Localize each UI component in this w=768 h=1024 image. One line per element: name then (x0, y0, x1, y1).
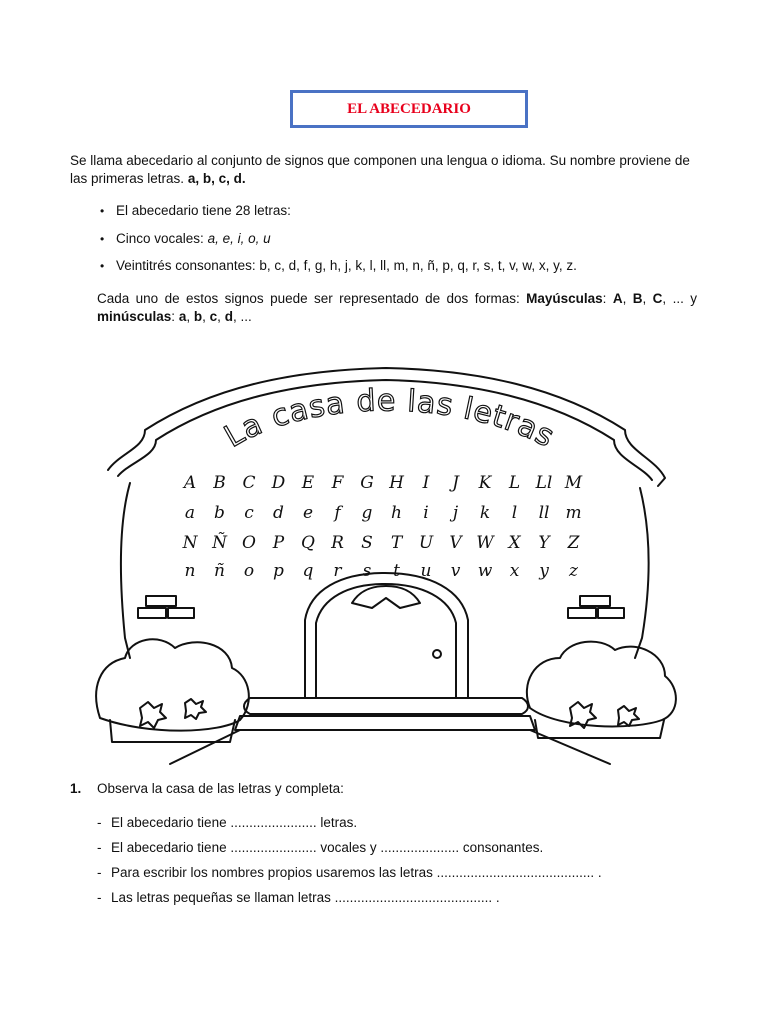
alphabet-letter: P (272, 533, 285, 553)
lower-b: b (193, 309, 203, 324)
fill-in-line[interactable]: Para escribir los nombres propios usaremos las letras .......................................... . (111, 865, 602, 880)
intro-paragraph (70, 152, 710, 188)
lower-d: d (224, 309, 233, 324)
page-title: EL ABECEDARIO (347, 100, 471, 117)
alphabet-letter: N (182, 533, 198, 553)
colon: : (602, 291, 607, 306)
alphabet-grid (182, 473, 583, 581)
separator: , (202, 309, 206, 324)
house-wall (635, 488, 649, 658)
alphabet-letter: o (243, 561, 255, 581)
fact-vowels-label: Cinco vocales: (116, 230, 204, 246)
alphabet-letter: c (244, 503, 254, 523)
alphabet-letter: h (391, 503, 402, 523)
alphabet-letter: m (565, 503, 582, 523)
alphabet-letter: V (449, 533, 462, 553)
colon: : (171, 309, 176, 324)
alphabet-letter: ñ (214, 561, 225, 581)
lowercase-label: minúsculas (97, 309, 172, 324)
alphabet-letter: ll (538, 503, 550, 523)
step (235, 716, 535, 730)
alphabet-letter: s (362, 561, 372, 581)
alphabet-letter: M (564, 473, 583, 493)
forms-text: Cada uno de estos signos puede ser representado de dos formas: (97, 291, 520, 306)
list-item (97, 889, 602, 914)
door-inner (316, 584, 456, 698)
exercise-heading (70, 780, 344, 798)
alphabet-letter: w (477, 561, 493, 581)
alphabet-letter: g (361, 503, 373, 523)
door (305, 573, 468, 698)
list-item (97, 864, 602, 889)
alphabet-letter: R (331, 533, 344, 553)
alphabet-letter: S (361, 533, 373, 553)
forms-text-3: , ... (232, 309, 252, 324)
flower (618, 706, 639, 726)
alphabet-letter: Ll (535, 473, 553, 493)
separator: , (622, 291, 627, 306)
alphabet-letter: d (273, 503, 284, 523)
flower (185, 699, 206, 719)
door-knob (433, 650, 441, 658)
alphabet-letter: p (273, 561, 284, 581)
alphabet-letter: f (334, 503, 341, 523)
lower-c: c (209, 309, 218, 324)
list-item (100, 231, 577, 259)
exercise-number: 1. (70, 781, 82, 796)
alphabet-letter: W (476, 533, 494, 553)
alphabet-letter: H (389, 473, 404, 493)
dash: - (97, 815, 102, 830)
house-wall (121, 483, 130, 658)
alphabet-letter: K (478, 473, 492, 493)
fact-letters-count: El abecedario tiene 28 letras: (116, 203, 291, 218)
alphabet-letter: b (214, 503, 225, 523)
fact-consonants: Veintitrés consonantes: b, c, d, f, g, h, j, k, l, ll, m, n, ñ, p, q, r, s, t, v, w, x, y, z. (116, 258, 577, 273)
brick (598, 608, 624, 618)
step (244, 698, 528, 714)
alphabet-letter: Ñ (212, 533, 227, 553)
title-box (290, 90, 528, 128)
alphabet-letter: C (242, 473, 256, 493)
alphabet-letter: Y (538, 533, 550, 553)
house-title: La casa de las letras (218, 383, 561, 455)
alphabet-letter: X (508, 533, 521, 553)
alphabet-letter: I (422, 473, 430, 493)
list-item (97, 839, 602, 864)
uppercase-label: Mayúsculas (526, 291, 603, 306)
upper-b: B (632, 291, 643, 306)
path-line (530, 730, 610, 764)
list-item (97, 814, 602, 839)
door-window (352, 586, 420, 608)
alphabet-letter: v (450, 561, 461, 581)
fill-in-line[interactable]: El abecedario tiene ....................... letras. (111, 815, 358, 830)
alphabet-letter: O (242, 533, 256, 553)
brick (168, 608, 194, 618)
exercise-prompt: Observa la casa de las letras y completa: (97, 781, 344, 796)
dash: - (97, 890, 102, 905)
alphabet-letter: A (183, 473, 197, 493)
alphabet-letter: L (508, 473, 521, 493)
brick (146, 596, 176, 606)
alphabet-letter: u (420, 561, 432, 581)
alphabet-letter: x (509, 561, 520, 581)
alphabet-letter: q (302, 561, 314, 581)
right-bush-base (535, 720, 664, 738)
lower-a: a (178, 309, 187, 324)
brick (580, 596, 610, 606)
list-item (100, 258, 577, 286)
forms-paragraph (97, 290, 697, 326)
alphabet-letter: j (452, 503, 459, 523)
alphabet-letter: U (418, 533, 434, 553)
separator: , (217, 309, 221, 324)
upper-c: C (652, 291, 663, 306)
dash: - (97, 865, 102, 880)
path-line (170, 730, 240, 764)
right-bush (527, 642, 676, 727)
facts-list (100, 203, 577, 286)
fact-vowels-value: a, e, i, o, u (207, 230, 271, 246)
alphabet-letter: n (184, 561, 196, 581)
brick (568, 608, 596, 618)
alphabet-letter: i (423, 503, 429, 523)
alphabet-letter: Q (301, 533, 315, 553)
flower (140, 702, 166, 728)
alphabet-letter: r (333, 561, 342, 581)
fill-in-line[interactable]: El abecedario tiene ....................... vocales y ..................... consonantes. (111, 840, 544, 855)
alphabet-letter: D (271, 473, 286, 493)
alphabet-letter: l (511, 503, 518, 523)
alphabet-letter: B (213, 473, 226, 493)
alphabet-letter: a (184, 503, 196, 523)
alphabet-letter: F (331, 473, 344, 493)
house-illustration (90, 358, 680, 766)
brick (138, 608, 166, 618)
separator: , (186, 309, 191, 324)
list-item (100, 203, 577, 231)
separator: , (642, 291, 647, 306)
alphabet-letter: t (393, 561, 400, 581)
exercise-lines (97, 814, 602, 914)
alphabet-letter: Z (567, 533, 580, 553)
alphabet-letter: y (539, 561, 549, 581)
alphabet-letter: G (360, 473, 374, 493)
fill-in-line[interactable]: Las letras pequeñas se llaman letras .......................................... . (111, 890, 500, 905)
alphabet-letter: e (302, 503, 314, 523)
intro-text: Se llama abecedario al conjunto de signos que componen una lengua o idioma. Su nombre proviene de las primeras letras. (70, 153, 690, 186)
alphabet-letter: z (569, 561, 578, 581)
alphabet-letter: T (390, 533, 403, 553)
forms-text-2: , ... y (662, 291, 697, 306)
alphabet-letter: J (452, 473, 459, 493)
alphabet-letter: E (301, 473, 315, 493)
left-bush (96, 639, 249, 730)
upper-a: A (612, 291, 623, 306)
intro-bold-letters: a, b, c, d. (187, 171, 246, 186)
dash: - (97, 840, 102, 855)
alphabet-letter: k (479, 503, 491, 523)
